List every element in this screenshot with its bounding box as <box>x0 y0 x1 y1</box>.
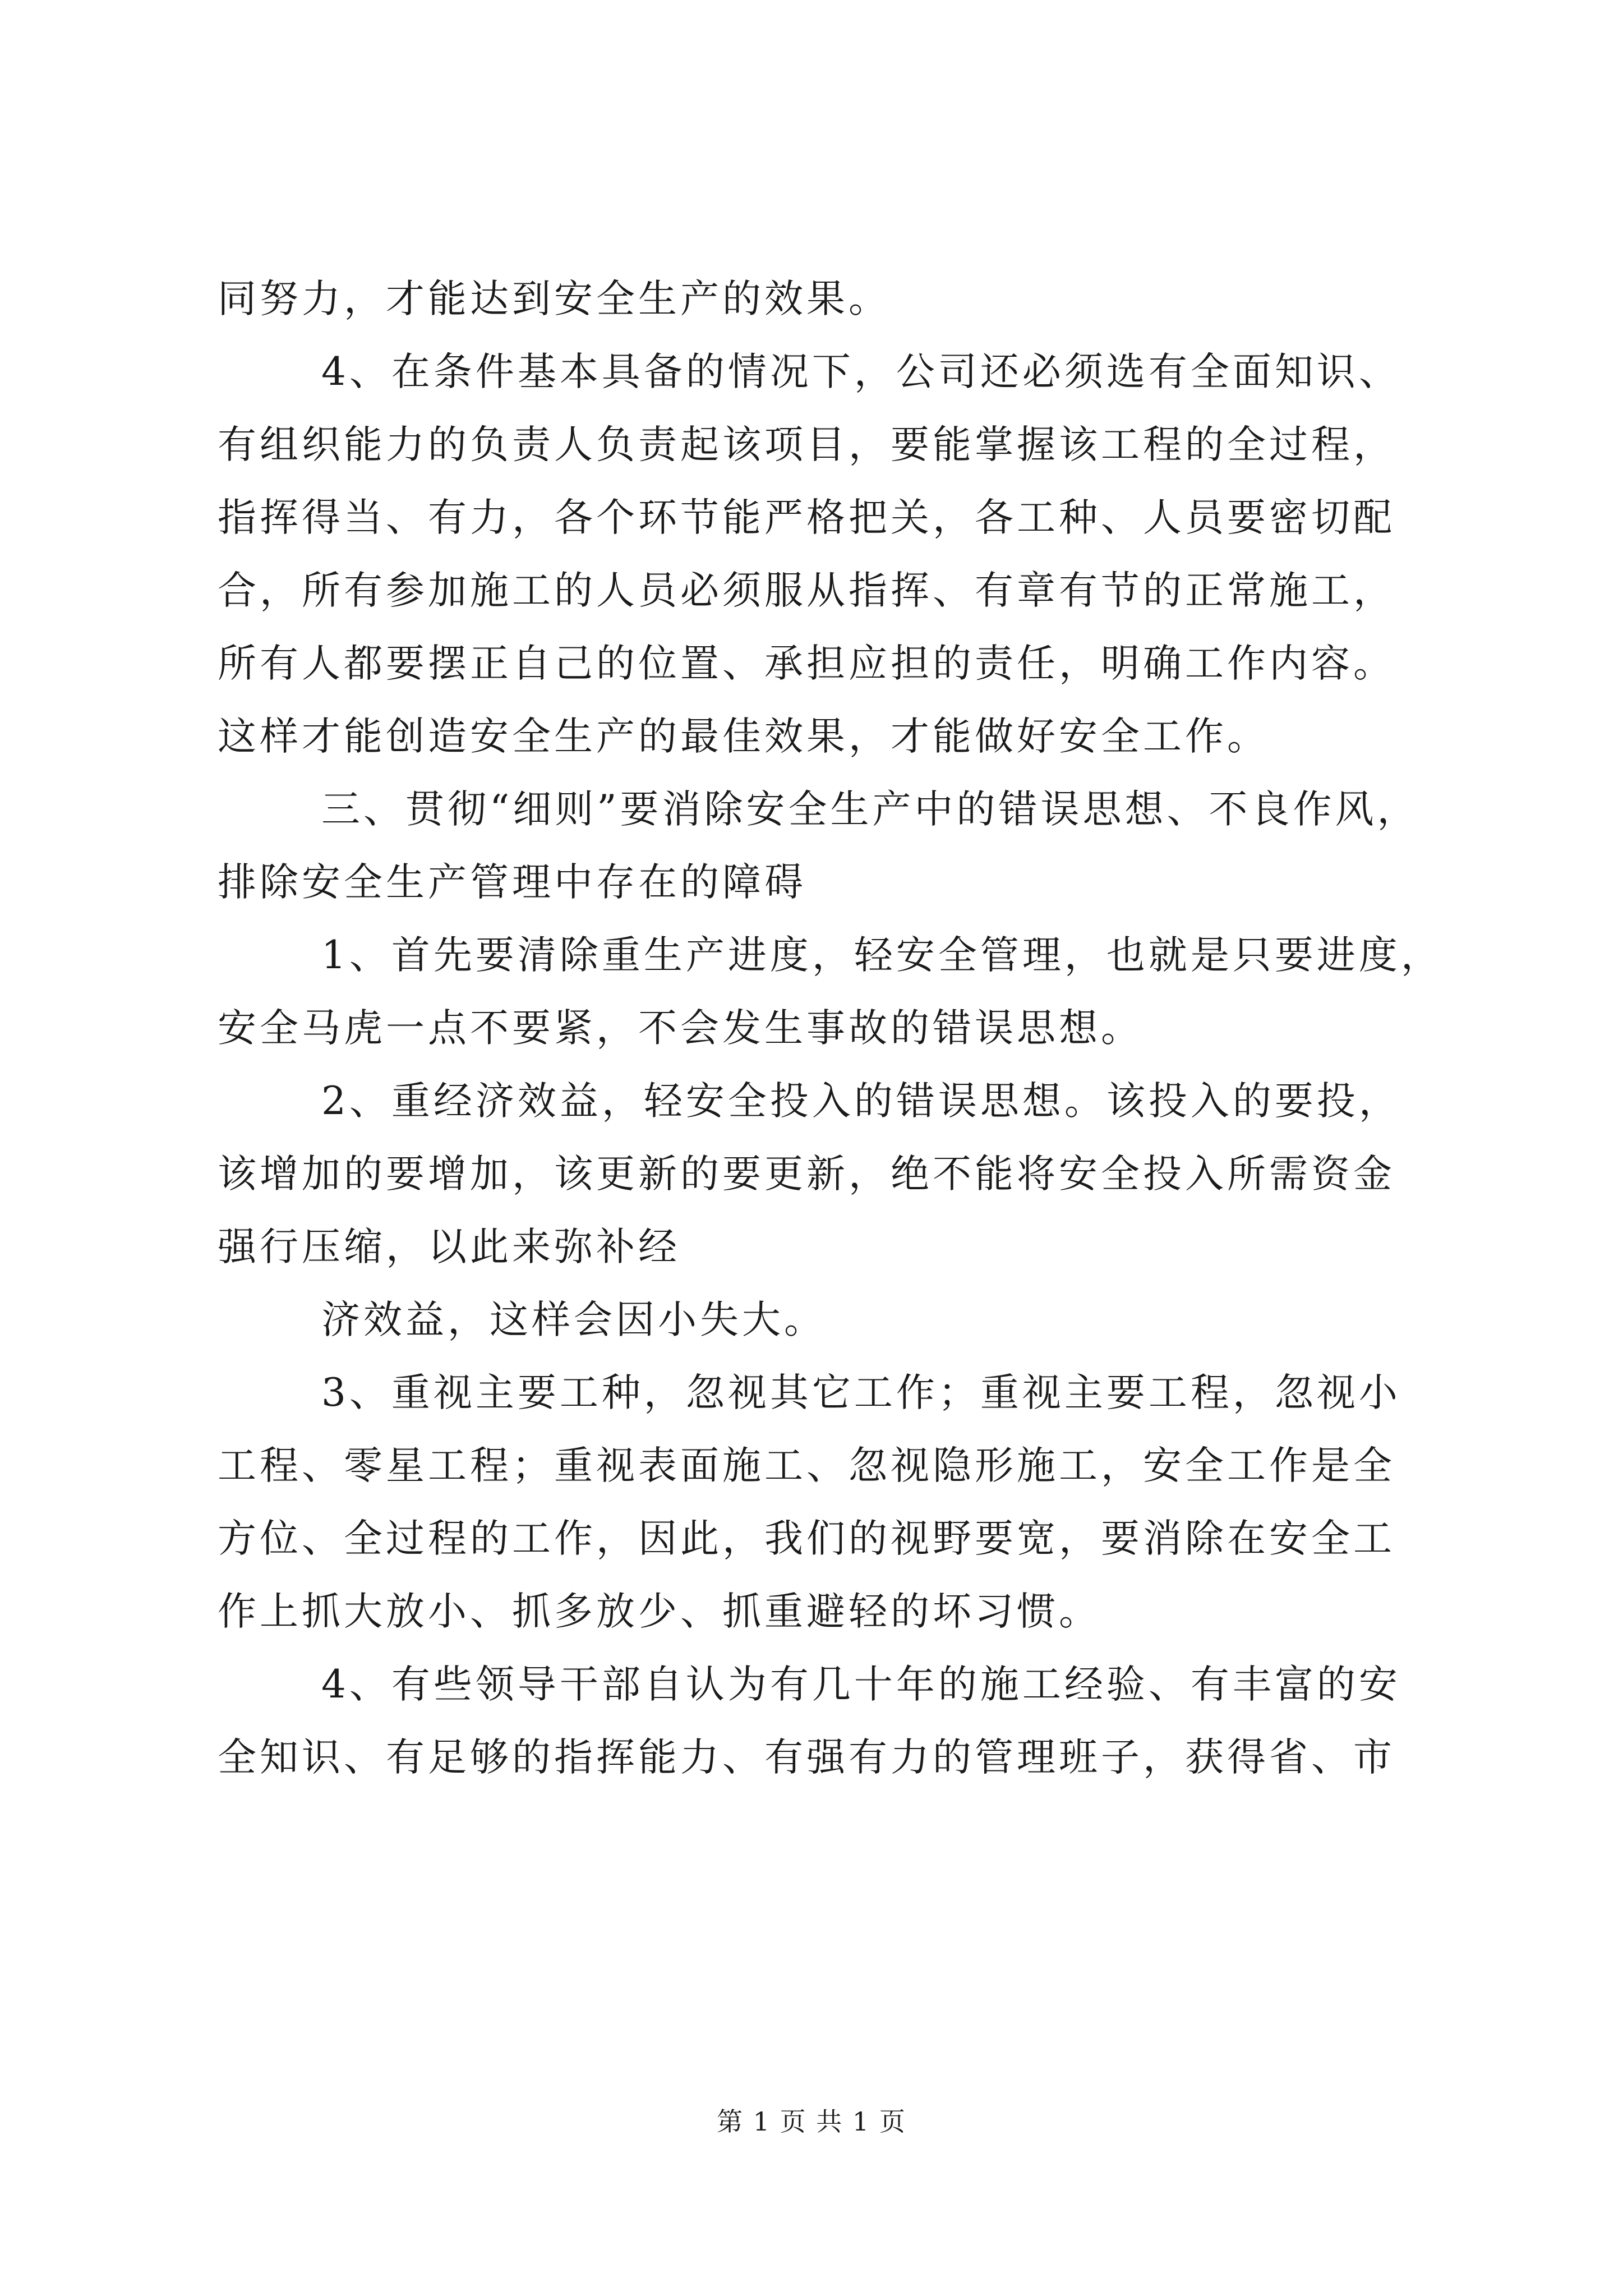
body-line: 该增加的要增加，该更新的要更新，绝不能将安全投入所需资金 <box>218 1152 1395 1197</box>
body-line: 有组织能力的负责人负责起该项目，要能掌握该工程的全过程， <box>218 422 1395 467</box>
body-line: 强行压缩，以此来弥补经 <box>218 1225 680 1269</box>
document-body <box>218 263 1443 1794</box>
body-line: 排除安全生产管理中存在的障碍 <box>218 860 806 905</box>
body-line: 2、重经济效益，轻安全投入的错误思想。该投入的要投， <box>321 1079 1401 1124</box>
body-line: 三、贯彻“细则”要消除安全生产中的错误思想、不良作风， <box>321 787 1419 832</box>
body-line: 这样才能创造安全生产的最佳效果，才能做好安全工作。 <box>218 714 1269 759</box>
body-line: 济效益，这样会因小失大。 <box>321 1297 826 1342</box>
body-line: 所有人都要摆正自己的位置、承担应担的责任，明确工作内容。 <box>218 641 1395 686</box>
body-line: 4、有些领导干部自认为有几十年的施工经验、有丰富的安 <box>321 1662 1401 1707</box>
body-line: 4、在条件基本具备的情况下，公司还必须选有全面知识、 <box>321 349 1401 394</box>
body-line: 方位、全过程的工作，因此，我们的视野要宽，要消除在安全工 <box>218 1516 1395 1561</box>
body-line: 作上抓大放小、抓多放少、抓重避轻的坏习惯。 <box>218 1589 1101 1634</box>
body-line: 1、首先要清除重生产进度，轻安全管理，也就是只要进度， <box>321 933 1443 978</box>
body-line: 同努力，才能达到安全生产的效果。 <box>218 277 891 321</box>
body-line: 指挥得当、有力，各个环节能严格把关，各工种、人员要密切配 <box>218 495 1395 540</box>
body-line: 合，所有参加施工的人员必须服从指挥、有章有节的正常施工， <box>218 568 1395 613</box>
body-line: 3、重视主要工种，忽视其它工作；重视主要工程，忽视小 <box>321 1370 1401 1415</box>
page-number-footer: 第 1 页 共 1 页 <box>717 2106 906 2137</box>
body-line: 工程、零星工程；重视表面施工、忽视隐形施工，安全工作是全 <box>218 1443 1395 1488</box>
body-line: 安全马虎一点不要紧，不会发生事故的错误思想。 <box>218 1006 1143 1051</box>
body-line: 全知识、有足够的指挥能力、有强有力的管理班子，获得省、市 <box>218 1735 1395 1780</box>
